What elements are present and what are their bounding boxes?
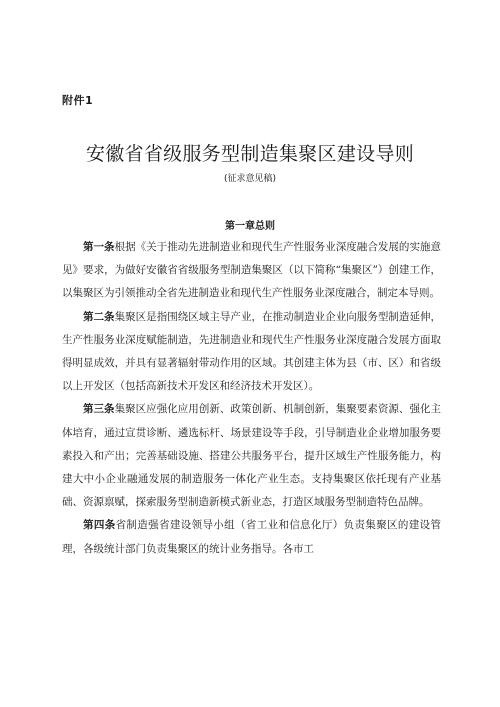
attachment-label: 附件1 xyxy=(62,94,94,107)
article-lead: 第四条 xyxy=(83,519,116,532)
document-subtitle: (征求意见稿) xyxy=(223,174,277,184)
article-3 xyxy=(62,398,441,514)
article-2 xyxy=(62,306,441,399)
article-text: 省制造强省建设领导小组（省工业和信息化厅）负责集聚区的建设管理，各级统计部门负责集聚区的统计业务指导。各市工 xyxy=(62,519,441,555)
article-lead: 第三条 xyxy=(83,403,115,416)
article-4 xyxy=(62,514,441,560)
article-1 xyxy=(62,236,441,306)
article-lead: 第一条 xyxy=(83,241,115,253)
chapter-heading: 第一章总则 xyxy=(225,221,275,232)
article-text: 根据《关于推动先进制造业和现代生产性服务业深度融合发展的实施意见》要求，为做好安徽省省级服务型制造集聚区（以下简称“集聚区”）创建工作，以集聚区为引领推动全省先进制造业和现代生产性服务业深度融合，制定本导则。 xyxy=(62,241,442,300)
article-text: 集聚区应强化应用创新、政策创新、机制创新，集聚要素资源、强化主体培育，通过宣贯诊断、遴选标杆、场景建设等手段，引导制造业企业增加服务要素投入和产出；完善基础设施、搭建公共服务平台，提升区域生产性服务能力，构建大中小企业融通发展的制造服务一体化产业生态。支持集聚区依托现有产业基础、资源禀赋，探索服务型制造新模式新业态，打造区域服务型制造特色品牌。 xyxy=(62,403,442,509)
article-text: 集聚区是指围绕区域主导产业，在推动制造业企业向服务型制造延伸，生产性服务业深度赋能制造，先进制造业和现代生产性服务业深度融合发展方面取得明显成效，并具有显著辐射带动作用的区域。其创建主体为县（市、区）和省级以上开发区（包括高新技术开发区和经济技术开发区）。 xyxy=(62,310,442,393)
document-body xyxy=(62,236,441,561)
document-title: 安徽省省级服务型制造集聚区建设导则 xyxy=(85,143,415,165)
article-lead: 第二条 xyxy=(83,310,115,323)
